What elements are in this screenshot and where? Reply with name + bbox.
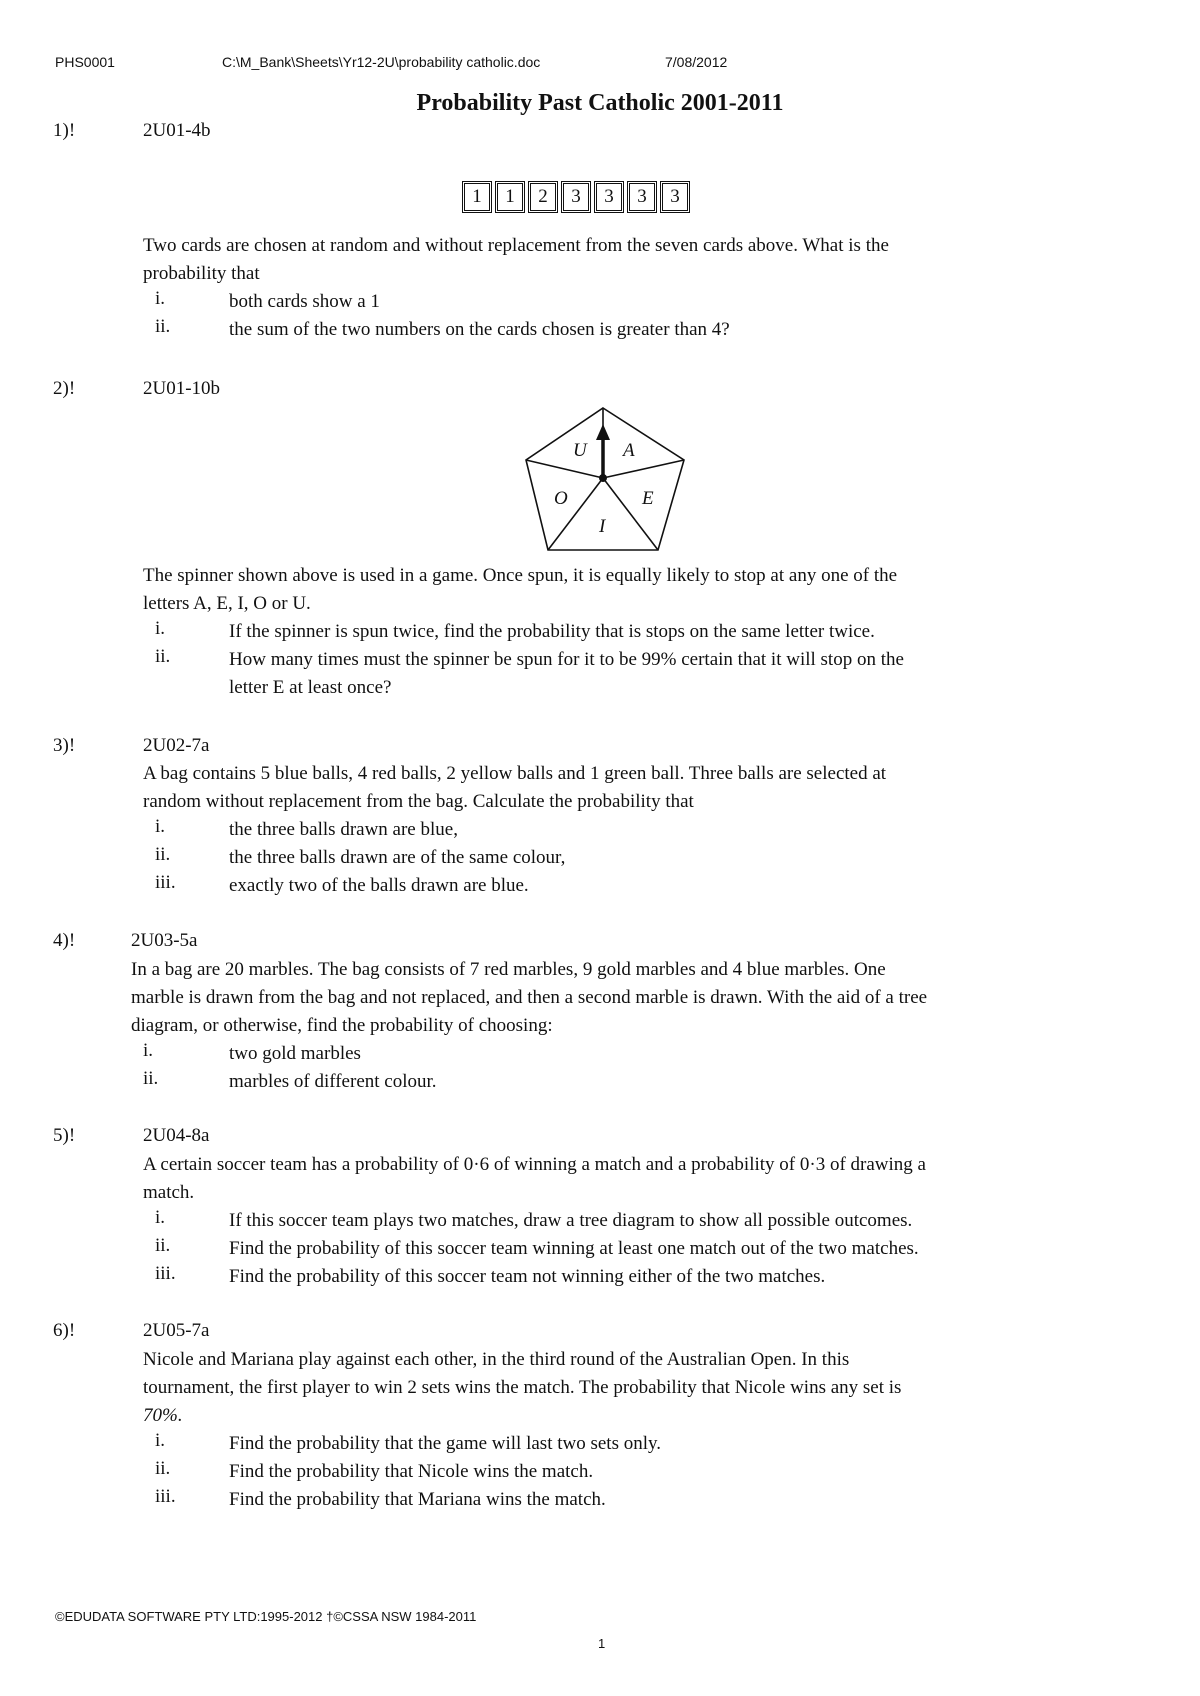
q3-i-roman: i. — [155, 816, 166, 837]
card: 3 — [627, 181, 657, 213]
q3-number: 3)! — [53, 735, 76, 756]
q6-code: 2U05-7a — [143, 1320, 210, 1341]
spinner-label-a: A — [623, 440, 635, 461]
card: 3 — [660, 181, 690, 213]
q2-i-roman: i. — [155, 618, 166, 639]
spinner-divider — [603, 460, 684, 478]
card: 3 — [594, 181, 624, 213]
q5-iii-roman: iii. — [155, 1263, 176, 1284]
q4-i-roman: i. — [143, 1040, 154, 1061]
card: 1 — [462, 181, 492, 213]
q1-ii-roman: ii. — [155, 316, 171, 337]
q1-number: 1)! — [53, 120, 76, 141]
q2-ii-roman: ii. — [155, 646, 171, 667]
q2-text-line2: letters A, E, I, O or U. — [143, 593, 311, 614]
q5-iii-text: Find the probability of this soccer team not winning either of the two matches. — [229, 1266, 826, 1287]
q5-text-line2: match. — [143, 1182, 195, 1203]
q4-number: 4)! — [53, 930, 76, 951]
q3-i-text: the three balls drawn are blue, — [229, 819, 458, 840]
card: 2 — [528, 181, 558, 213]
card: 1 — [495, 181, 525, 213]
q4-text-line2: marble is drawn from the bag and not replaced, and then a second marble is drawn. With the aid of a tree — [131, 987, 928, 1008]
header-code: PHS0001 — [55, 54, 115, 70]
q6-iii-roman: iii. — [155, 1486, 176, 1507]
q5-ii-text: Find the probability of this soccer team winning at least one match out of the two matches. — [229, 1238, 919, 1259]
q6-text-line2: tournament, the first player to win 2 sets wins the match. The probability that Nicole wins any set is — [143, 1377, 902, 1398]
q6-text-line1: Nicole and Mariana play against each other, in the third round of the Australian Open. In this — [143, 1349, 850, 1370]
q6-ii-text: Find the probability that Nicole wins the match. — [229, 1461, 594, 1482]
page-number: 1 — [598, 1636, 606, 1651]
q4-text-line1: In a bag are 20 marbles. The bag consists of 7 red marbles, 9 gold marbles and 4 blue marbles. One — [131, 959, 886, 980]
header-date: 7/08/2012 — [665, 54, 728, 70]
q6-i-text: Find the probability that the game will last two sets only. — [229, 1433, 662, 1454]
q4-code: 2U03-5a — [131, 930, 198, 951]
q3-text-line1: A bag contains 5 blue balls, 4 red balls, 2 yellow balls and 1 green ball. Three balls are selected at — [143, 763, 887, 784]
q1-i-text: both cards show a 1 — [229, 291, 380, 312]
card: 3 — [561, 181, 591, 213]
q3-text-line2: random without replacement from the bag. Calculate the probability that — [143, 791, 694, 812]
header-path: C:\M_Bank\Sheets\Yr12-2U\probability catholic.doc — [222, 54, 541, 70]
spinner-label-i: I — [599, 516, 606, 537]
q1-i-roman: i. — [155, 288, 166, 309]
q2-code: 2U01-10b — [143, 378, 221, 399]
q2-ii-text-line2: letter E at least once? — [229, 677, 392, 698]
q5-number: 5)! — [53, 1125, 76, 1146]
q4-text-line3: diagram, or otherwise, find the probability of choosing: — [131, 1015, 553, 1036]
q1-code: 2U01-4b — [143, 120, 211, 141]
spinner-arrowhead — [596, 424, 610, 440]
q5-text-line1: A certain soccer team has a probability of 0·6 of winning a match and a probability of 0·3 of drawing a — [143, 1154, 926, 1175]
q6-text-line3: 70%. — [143, 1405, 183, 1426]
q2-ii-text-line1: How many times must the spinner be spun for it to be 99% certain that it will stop on the — [229, 649, 904, 670]
q6-i-roman: i. — [155, 1430, 166, 1451]
card-row — [462, 181, 690, 213]
q1-text-line2: probability that — [143, 263, 260, 284]
q4-ii-roman: ii. — [143, 1068, 159, 1089]
spinner-label-e: E — [642, 488, 654, 509]
spinner-label-u: U — [573, 440, 587, 461]
q3-code: 2U02-7a — [143, 735, 210, 756]
q5-ii-roman: ii. — [155, 1235, 171, 1256]
page-title: Probability Past Catholic 2001-2011 — [416, 90, 784, 116]
q5-code: 2U04-8a — [143, 1125, 210, 1146]
q2-text-line1: The spinner shown above is used in a game. Once spun, it is equally likely to stop at any one of the — [143, 565, 898, 586]
spinner-divider — [526, 460, 603, 478]
q3-ii-roman: ii. — [155, 844, 171, 865]
footer-copyright: ©EDUDATA SOFTWARE PTY LTD:1995-2012 †©CSSA NSW 1984-2011 — [55, 1609, 477, 1624]
q1-text-line1: Two cards are chosen at random and without replacement from the seven cards above. What is the — [143, 235, 889, 256]
q6-ii-roman: ii. — [155, 1458, 171, 1479]
q3-iii-roman: iii. — [155, 872, 176, 893]
q1-ii-text: the sum of the two numbers on the cards chosen is greater than 4? — [229, 319, 730, 340]
spinner-diagram — [520, 400, 690, 560]
q4-i-text: two gold marbles — [229, 1043, 361, 1064]
q5-i-text: If this soccer team plays two matches, draw a tree diagram to show all possible outcomes. — [229, 1210, 913, 1231]
q5-i-roman: i. — [155, 1207, 166, 1228]
q6-iii-text: Find the probability that Mariana wins the match. — [229, 1489, 606, 1510]
spinner-label-o: O — [554, 488, 568, 509]
q2-i-text: If the spinner is spun twice, find the probability that is stops on the same letter twice. — [229, 621, 875, 642]
q2-number: 2)! — [53, 378, 76, 399]
q3-iii-text: exactly two of the balls drawn are blue. — [229, 875, 529, 896]
q4-ii-text: marbles of different colour. — [229, 1071, 437, 1092]
spinner-pivot — [599, 474, 607, 482]
q3-ii-text: the three balls drawn are of the same colour, — [229, 847, 566, 868]
q6-number: 6)! — [53, 1320, 76, 1341]
